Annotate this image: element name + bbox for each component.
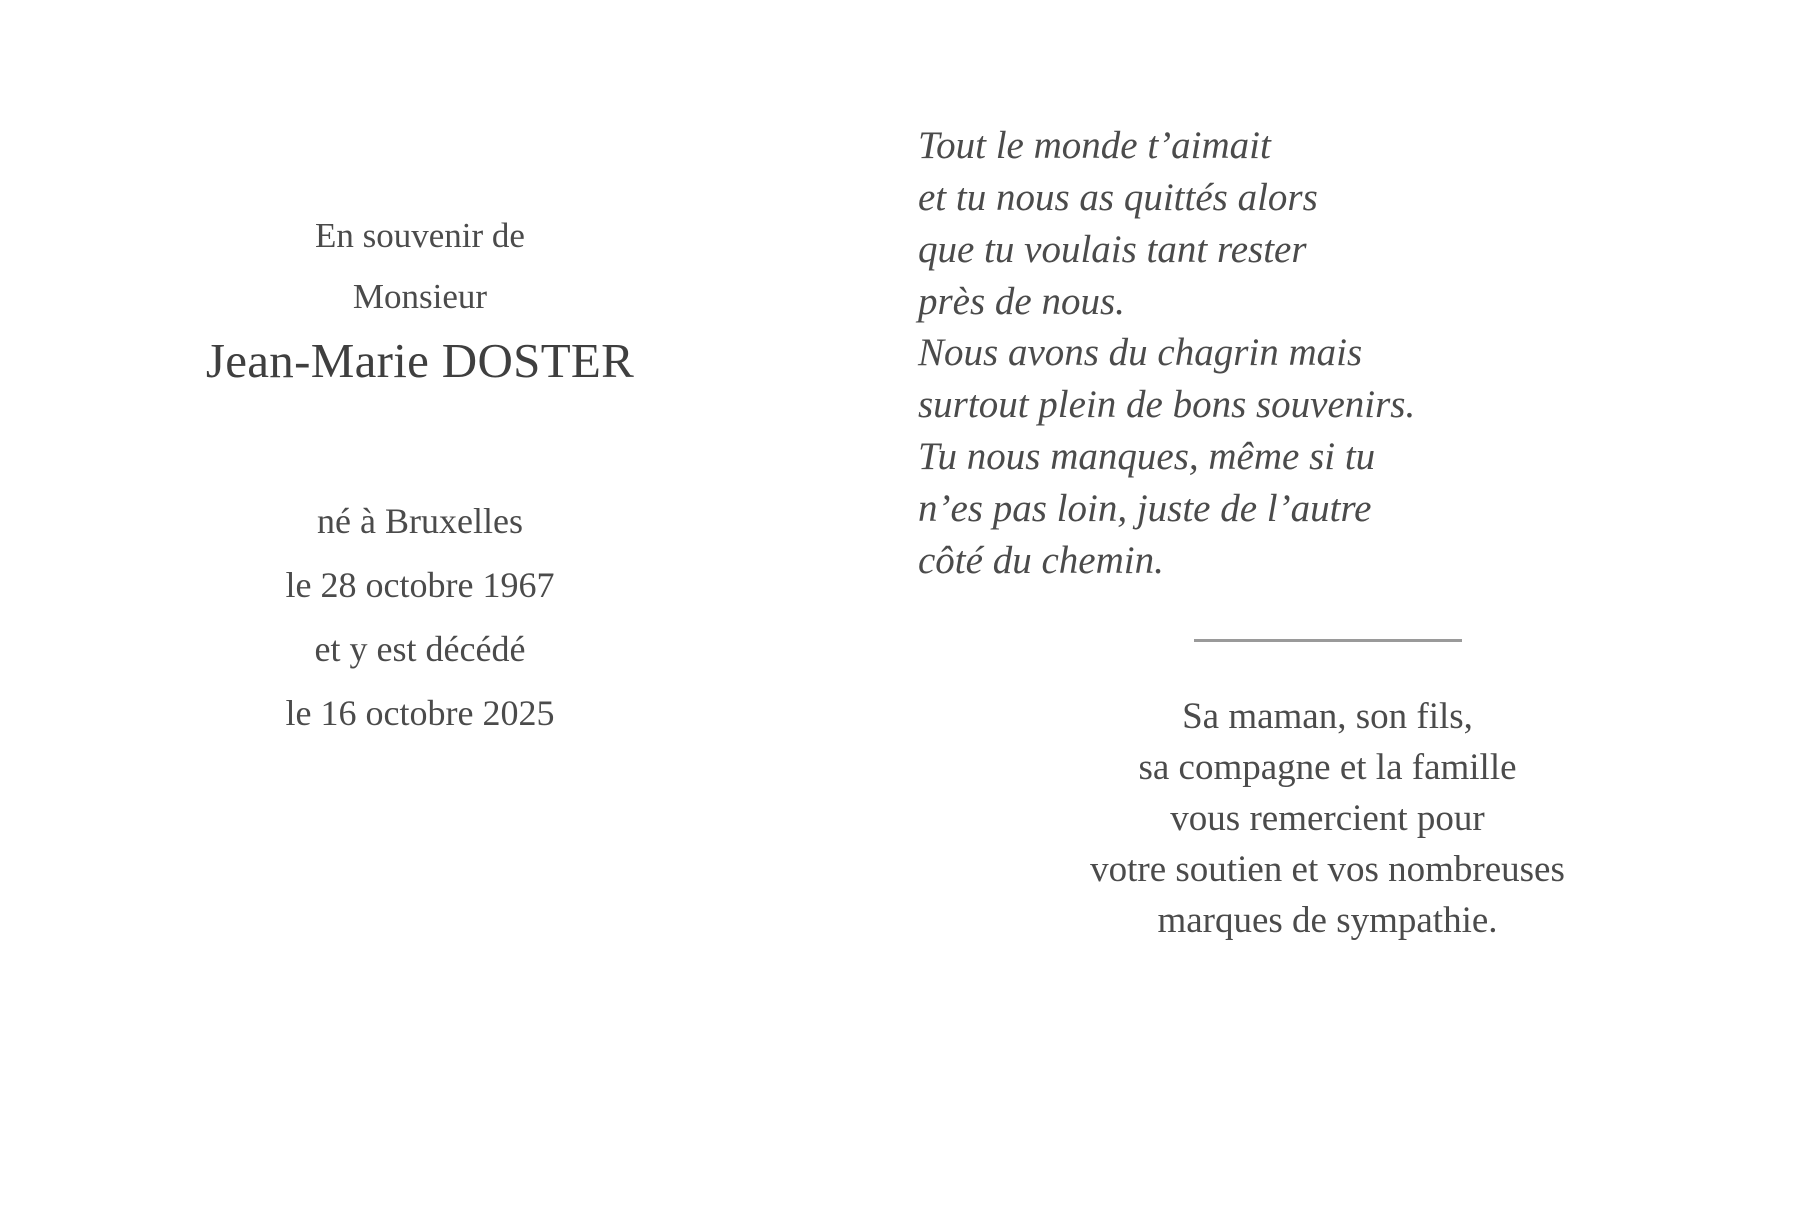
- death-place: et y est décédé: [314, 629, 526, 669]
- birth-place: né à Bruxelles: [317, 501, 523, 541]
- poem-line: près de nous.: [918, 279, 1125, 323]
- poem-line: que tu voulais tant rester: [918, 227, 1307, 271]
- poem-line: n’es pas loin, juste de l’autre: [918, 487, 1372, 531]
- memoriam-intro: En souvenir de: [315, 216, 525, 255]
- thanks-line: votre soutien et vos nombreuses: [1090, 848, 1565, 890]
- thanks-line: Sa maman, son fils,: [1182, 695, 1473, 737]
- divider-line: [1194, 639, 1462, 642]
- thanks-block: [870, 691, 1775, 946]
- poem-line: et tu nous as quittés alors: [918, 175, 1318, 219]
- poem-line: Nous avons du chagrin mais: [918, 331, 1363, 375]
- poem-line: surtout plein de bons souvenirs.: [918, 383, 1416, 427]
- thanks-line: vous remercient pour: [1170, 797, 1485, 839]
- birth-date: le 28 octobre 1967: [285, 565, 555, 605]
- death-date: le 16 octobre 2025: [285, 693, 555, 733]
- deceased-name: Jean-Marie DOSTER: [205, 333, 635, 388]
- memoriam-honorific: Monsieur: [352, 277, 488, 316]
- thanks-line: sa compagne et la famille: [1138, 746, 1517, 788]
- poem-line: côté du chemin.: [918, 538, 1164, 582]
- memoriam-block: [0, 216, 840, 388]
- poem-line: Tout le monde t’aimait: [918, 124, 1271, 167]
- section-divider: [870, 629, 1775, 647]
- poem-block: [870, 120, 1775, 587]
- poem-line: Tu nous manques, même si tu: [918, 435, 1376, 479]
- memorial-left-panel: [0, 0, 840, 1205]
- memorial-right-panel: [840, 0, 1795, 1205]
- thanks-line: marques de sympathie.: [1157, 899, 1498, 941]
- life-dates-block: [0, 503, 840, 731]
